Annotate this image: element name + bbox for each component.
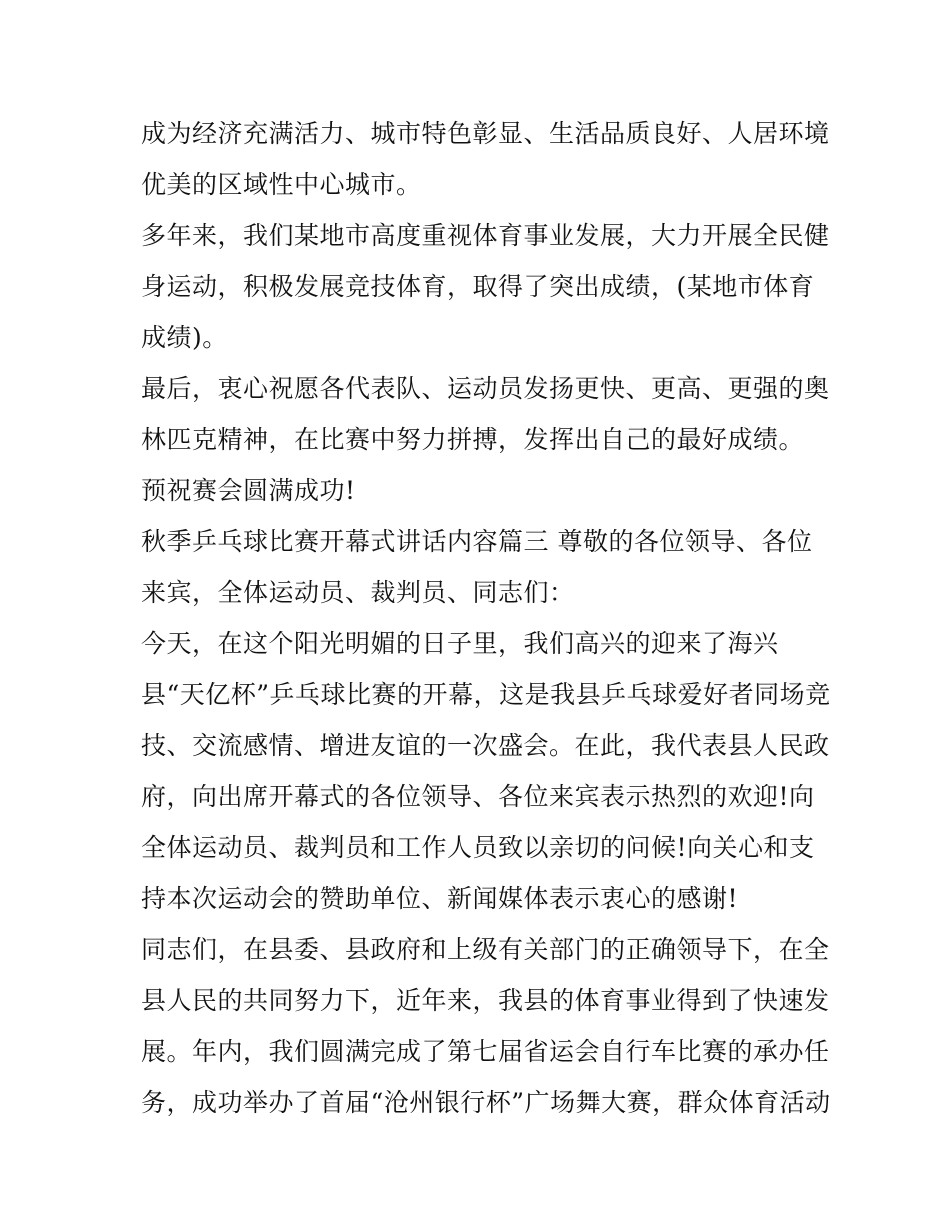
text-line: 来宾，全体运动员、裁判员、同志们： — [141, 578, 575, 607]
text-line: 全体运动员、裁判员和工作人员致以亲切的问候!向关心和支 — [141, 833, 815, 862]
text-line: 务，成功举办了首届“沧州银行杯”广场舞大赛，群众体育活动 — [141, 1088, 831, 1117]
text-line: 多年来，我们某地市高度重视体育事业发展，大力开展全民健 — [141, 221, 830, 250]
text-line: 身运动，积极发展竞技体育，取得了突出成绩，(某地市体育 — [141, 272, 815, 301]
document-body — [141, 108, 831, 1128]
text-line: 预祝赛会圆满成功! — [141, 476, 356, 505]
text-line: 优美的区域性中心城市。 — [141, 170, 422, 199]
text-line: 今天，在这个阳光明媚的日子里，我们高兴的迎来了海兴 — [141, 629, 779, 658]
text-line: 最后，衷心祝愿各代表队、运动员发扬更快、更高、更强的奥 — [141, 374, 830, 403]
text-line: 成绩)。 — [141, 323, 228, 352]
text-line: 技、交流感情、增进友谊的一次盛会。在此，我代表县人民政 — [141, 731, 830, 760]
text-line: 林匹克精神，在比赛中努力拼搏，发挥出自己的最好成绩。 — [141, 425, 805, 454]
text-line: 持本次运动会的赞助单位、新闻媒体表示衷心的感谢! — [141, 884, 739, 913]
text-line: 县人民的共同努力下，近年来，我县的体育事业得到了快速发 — [141, 986, 830, 1015]
text-line: 成为经济充满活力、城市特色彰显、生活品质良好、人居环境 — [141, 119, 830, 148]
text-line: 府，向出席开幕式的各位领导、各位来宾表示热烈的欢迎!向 — [141, 782, 815, 811]
text-line: 秋季乒乓球比赛开幕式讲话内容篇三 尊敬的各位领导、各位 — [141, 527, 813, 556]
text-line: 县“天亿杯”乒乓球比赛的开幕，这是我县乒乓球爱好者同场竞 — [141, 680, 831, 709]
text-line: 展。年内，我们圆满完成了第七届省运会自行车比赛的承办任 — [141, 1037, 830, 1066]
text-line: 同志们，在县委、县政府和上级有关部门的正确领导下，在全 — [141, 935, 830, 964]
